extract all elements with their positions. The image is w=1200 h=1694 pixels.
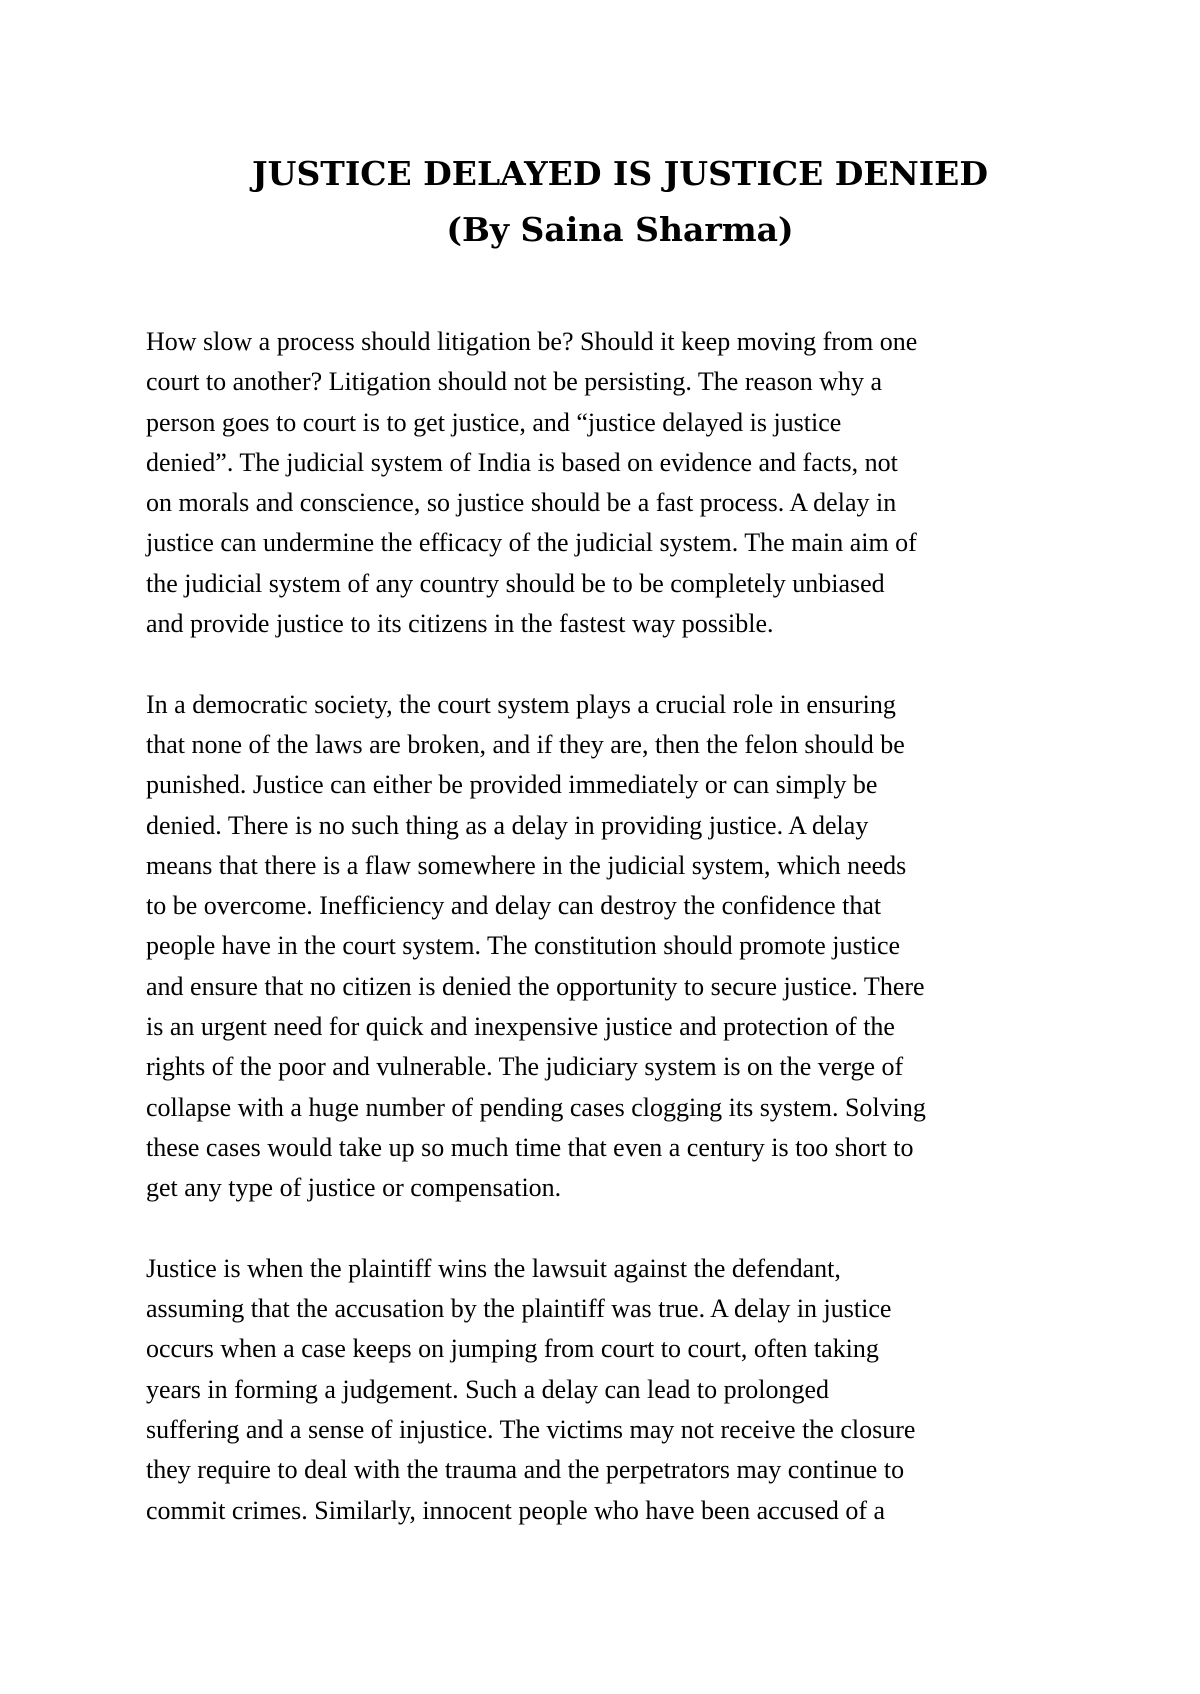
text-line: justice can undermine the efficacy of the judicial system. The main aim of <box>146 528 917 558</box>
text-line: How slow a process should litigation be? Should it keep moving from one <box>146 327 918 356</box>
text-line: Justice is when the plaintiff wins the lawsuit against the defendant, <box>146 1253 841 1283</box>
text-line: to be overcome. Inefficiency and delay can destroy the confidence that <box>146 891 882 921</box>
text-line: In a democratic society, the court system plays a crucial role in ensuring <box>146 689 896 719</box>
text-line: assuming that the accusation by the plaintiff was true. A delay in justice <box>146 1294 892 1324</box>
text-line: and provide justice to its citizens in the fastest way possible. <box>146 609 774 639</box>
text-line: denied. There is no such thing as a delay in providing justice. A delay <box>146 810 869 840</box>
text-line: occurs when a case keeps on jumping from court to court, often taking <box>146 1334 879 1364</box>
text-line: denied”. The judicial system of India is based on evidence and facts, not <box>146 447 898 477</box>
paragraph-2 <box>146 685 1076 1209</box>
text-line: commit crimes. Similarly, innocent people who have been accused of a <box>146 1495 886 1525</box>
text-line: on morals and conscience, so justice should be a fast process. A delay in <box>146 488 897 518</box>
text-line: they require to deal with the trauma and the perpetrators may continue to <box>146 1455 905 1485</box>
text-line: and ensure that no citizen is denied the opportunity to secure justice. There <box>146 971 925 1001</box>
text-line: means that there is a flaw somewhere in the judicial system, which needs <box>146 850 907 880</box>
text-line: get any type of justice or compensation. <box>146 1173 562 1203</box>
text-line: punished. Justice can either be provided immediately or can simply be <box>146 770 878 800</box>
text-line: is an urgent need for quick and inexpensive justice and protection of the <box>146 1012 895 1042</box>
author-byline: (By Saina Sharma) <box>446 210 794 249</box>
paragraph-1 <box>146 322 1076 644</box>
document-title <box>0 146 1200 258</box>
text-line: person goes to court is to get justice, and “justice delayed is justice <box>146 407 842 437</box>
text-line: court to another? Litigation should not be persisting. The reason why a <box>146 367 883 397</box>
paragraph-3 <box>146 1249 1076 1531</box>
text-line: these cases would take up so much time that even a century is too short to <box>146 1132 914 1162</box>
text-line: years in forming a judgement. Such a delay can lead to prolonged <box>146 1374 830 1404</box>
text-line: people have in the court system. The constitution should promote justice <box>146 931 901 961</box>
document-body <box>146 322 1076 1571</box>
text-line: suffering and a sense of injustice. The victims may not receive the closure <box>146 1415 916 1445</box>
text-line: the judicial system of any country should be to be completely unbiased <box>146 568 885 598</box>
text-line: collapse with a huge number of pending cases clogging its system. Solving <box>146 1092 926 1122</box>
text-line: that none of the laws are broken, and if they are, then the felon should be <box>146 729 905 759</box>
title-line: JUSTICE DELAYED IS JUSTICE DENIED <box>252 154 988 193</box>
text-line: rights of the poor and vulnerable. The judiciary system is on the verge of <box>146 1052 904 1082</box>
